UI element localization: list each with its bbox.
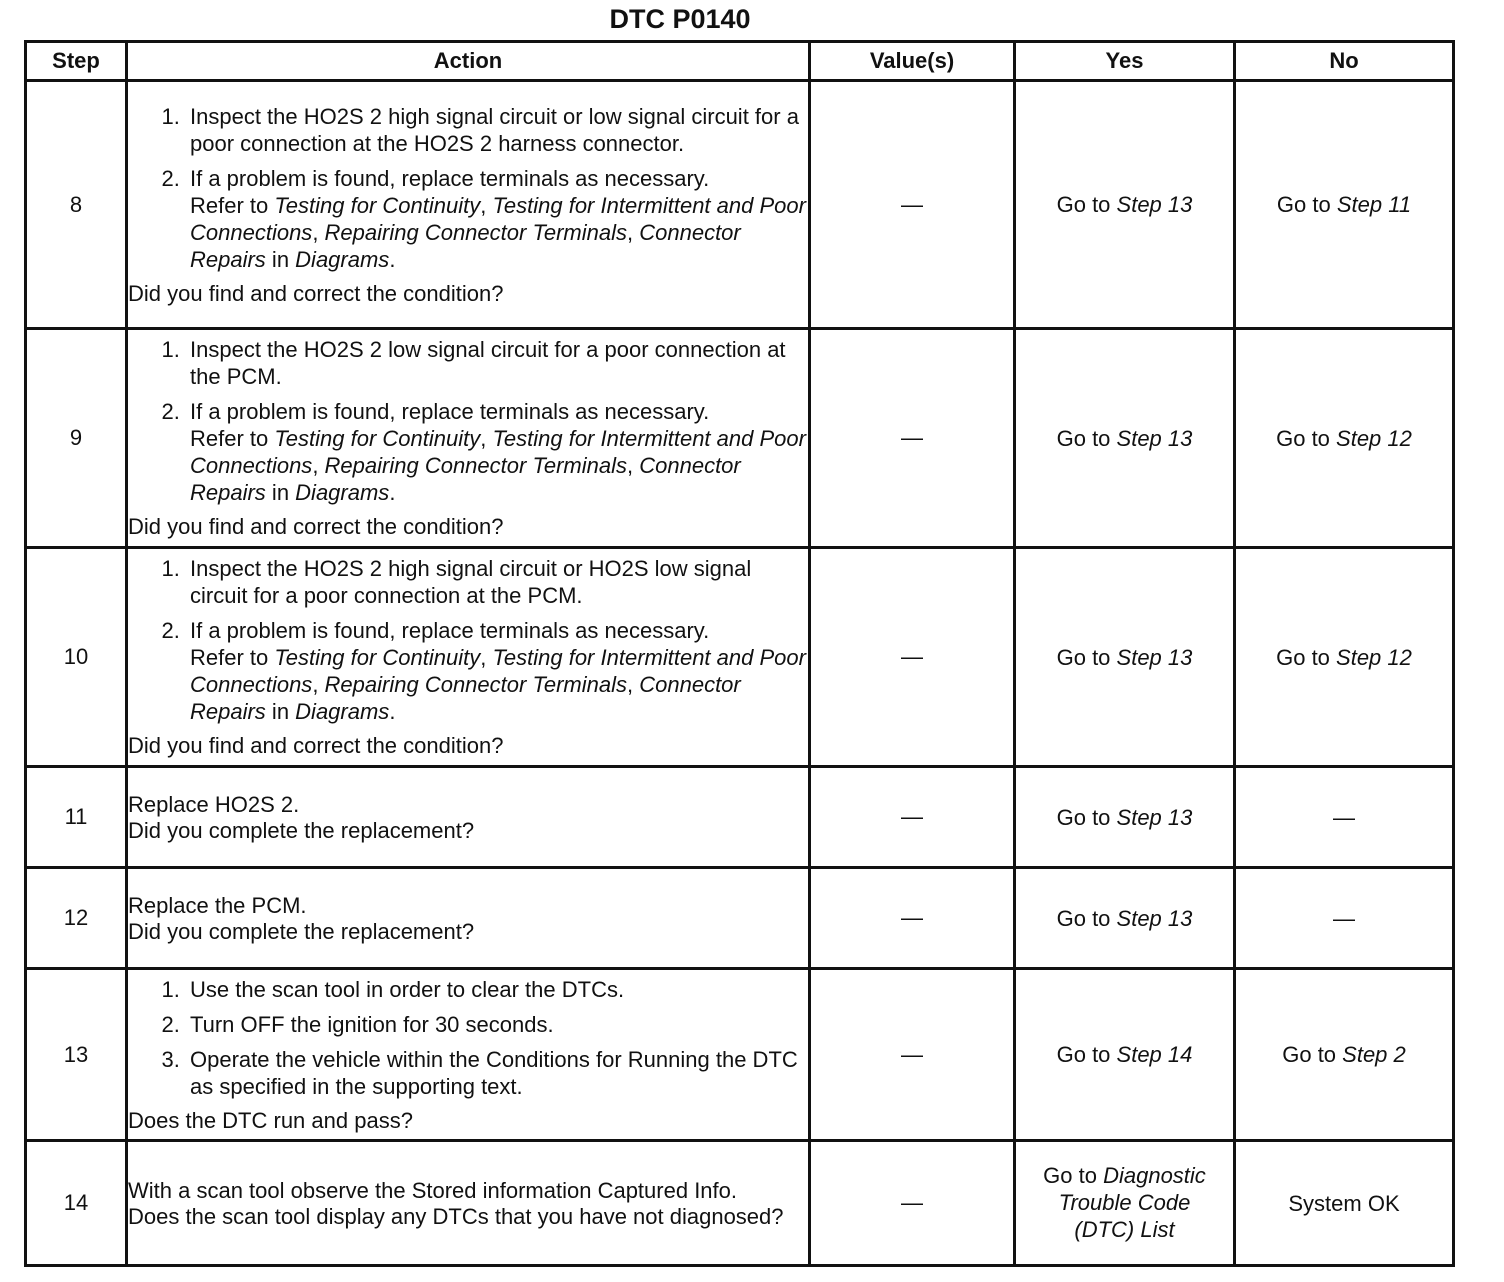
action-question: Did you find and correct the condition? — [128, 280, 504, 306]
step-number: 10 — [26, 548, 127, 767]
no-cell: Go to Step 12 — [1235, 548, 1454, 767]
table-row — [26, 81, 1454, 329]
action-cell — [127, 81, 810, 329]
yes-cell: Go to Step 13 — [1015, 329, 1235, 548]
yes-cell: Go to Step 13 — [1015, 548, 1235, 767]
step-number: 13 — [26, 969, 127, 1141]
value-cell: — — [810, 329, 1015, 548]
header-yes: Yes — [1015, 42, 1235, 81]
value-cell: — — [810, 1141, 1015, 1266]
action-item: 3. Operate the vehicle within the Conditions for Running the DTC as specified in the supporting text. — [186, 1046, 808, 1100]
action-cell — [127, 868, 810, 969]
action-item: 2. Turn OFF the ignition for 30 seconds. — [186, 1011, 808, 1038]
action-text: Replace the PCM. — [128, 892, 307, 918]
action-question: Did you complete the replacement? — [128, 918, 475, 944]
action-question: Does the scan tool display any DTCs that you have not diagnosed? — [128, 1203, 784, 1229]
step-number: 14 — [26, 1141, 127, 1266]
yes-cell: Go to Step 13 — [1015, 767, 1235, 868]
action-text: With a scan tool observe the Stored information Captured Info. — [128, 1177, 737, 1203]
table-row — [26, 767, 1454, 868]
table-row — [26, 548, 1454, 767]
header-no: No — [1235, 42, 1454, 81]
yes-cell: Go to Diagnostic Trouble Code (DTC) List — [1015, 1141, 1235, 1266]
header-step: Step — [26, 42, 127, 81]
action-item: 2. If a problem is found, replace terminals as necessary. Refer to Testing for Continuity, Testing for Intermittent and Poor Connections, Repairing Connector Terminals, Connector Repairs in Diagrams. — [186, 617, 808, 725]
page-title: DTC P0140 — [609, 4, 751, 34]
action-cell — [127, 969, 810, 1141]
action-question: Does the DTC run and pass? — [128, 1107, 413, 1133]
action-item: 1. Use the scan tool in order to clear the DTCs. — [186, 976, 808, 1003]
yes-cell: Go to Step 13 — [1015, 868, 1235, 969]
no-cell: Go to Step 12 — [1235, 329, 1454, 548]
table-row — [26, 329, 1454, 548]
step-number: 8 — [26, 81, 127, 329]
action-item: 1. Inspect the HO2S 2 low signal circuit for a poor connection at the PCM. — [186, 336, 808, 390]
no-cell: — — [1235, 868, 1454, 969]
action-item: 1. Inspect the HO2S 2 high signal circuit or low signal circuit for a poor connection at the HO2S 2 harness connector. — [186, 103, 808, 157]
table-row — [26, 1141, 1454, 1266]
action-question: Did you find and correct the condition? — [128, 733, 504, 758]
action-cell — [127, 767, 810, 868]
action-item: 1. Inspect the HO2S 2 high signal circuit or HO2S low signal circuit for a poor connection at the PCM. — [186, 555, 808, 609]
dtc-table — [24, 40, 1455, 1267]
value-cell: — — [810, 868, 1015, 969]
table-header-row — [26, 42, 1454, 81]
value-cell: — — [810, 969, 1015, 1141]
header-values: Value(s) — [810, 42, 1015, 81]
value-cell: — — [810, 548, 1015, 767]
action-question: Did you complete the replacement? — [128, 817, 475, 843]
step-number: 12 — [26, 868, 127, 969]
step-number: 9 — [26, 329, 127, 548]
action-item: 2. If a problem is found, replace terminals as necessary. Refer to Testing for Continuity, Testing for Intermittent and Poor Connections, Repairing Connector Terminals, Connector Repairs in Diagrams. — [186, 398, 808, 506]
value-cell: — — [810, 81, 1015, 329]
table-row — [26, 868, 1454, 969]
no-cell: System OK — [1235, 1141, 1454, 1266]
action-cell — [127, 1141, 810, 1266]
no-cell: Go to Step 11 — [1235, 81, 1454, 329]
table-row — [26, 969, 1454, 1141]
no-cell: — — [1235, 767, 1454, 868]
yes-cell: Go to Step 14 — [1015, 969, 1235, 1141]
no-cell: Go to Step 2 — [1235, 969, 1454, 1141]
action-question: Did you find and correct the condition? — [128, 514, 504, 539]
action-cell — [127, 329, 810, 548]
action-cell — [127, 548, 810, 767]
action-item: 2. If a problem is found, replace terminals as necessary. Refer to Testing for Continuity, Testing for Intermittent and Poor Connections, Repairing Connector Terminals, Connector Repairs in Diagrams. — [186, 165, 808, 273]
action-text: Replace HO2S 2. — [128, 791, 300, 817]
header-action: Action — [127, 42, 810, 81]
value-cell: — — [810, 767, 1015, 868]
step-number: 11 — [26, 767, 127, 868]
yes-cell: Go to Step 13 — [1015, 81, 1235, 329]
